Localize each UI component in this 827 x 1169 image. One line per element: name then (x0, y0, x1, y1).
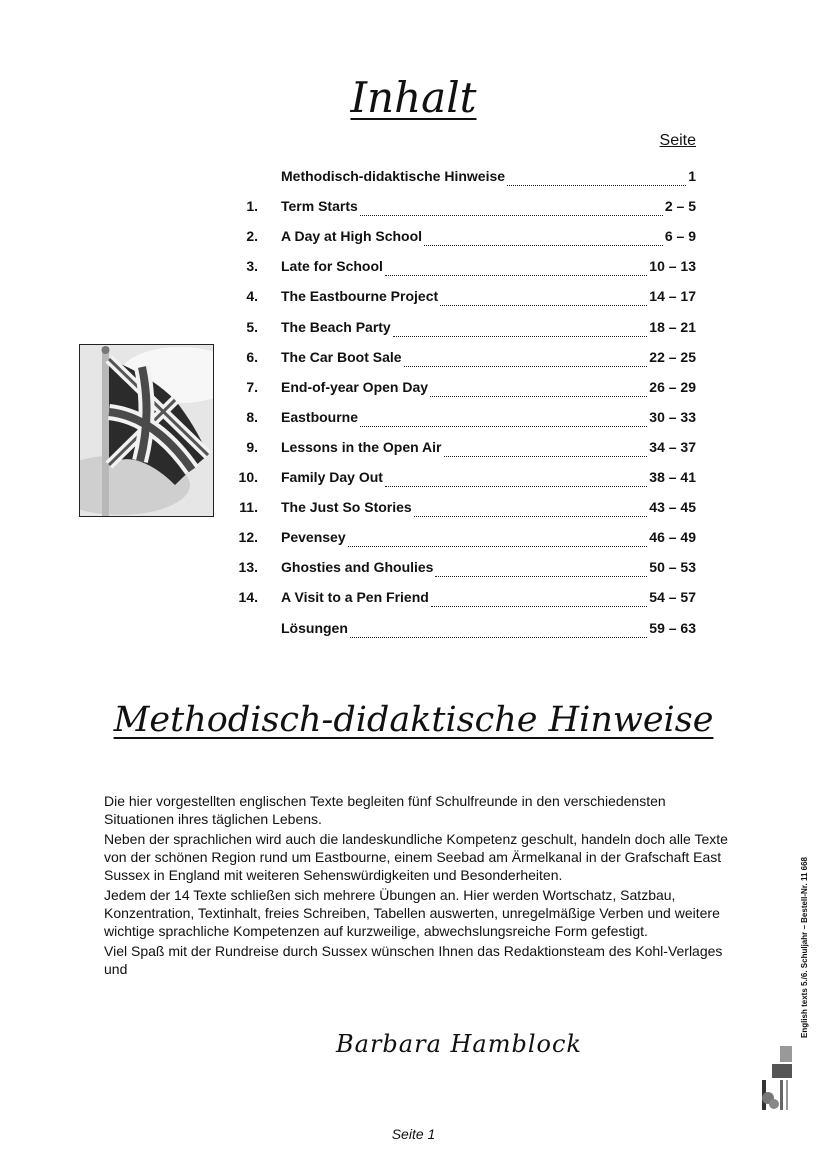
side-order-info: English texts 5./6. Schuljahr – Bestell-Nr. 11 668 (800, 857, 809, 1038)
toc-entry (230, 589, 696, 611)
toc-entry (230, 349, 696, 371)
toc-title: A Visit to a Pen Friend (281, 589, 429, 606)
toc-leader-dots (404, 366, 648, 367)
toc-number: 14. (238, 589, 258, 606)
toc-leader-dots (440, 305, 647, 306)
publisher-logo-icon (760, 1046, 794, 1112)
toc-leader-dots (431, 606, 647, 607)
toc-pages: 50 – 53 (649, 559, 696, 576)
toc-number: 9. (246, 438, 258, 455)
toc-title: Lessons in the Open Air (281, 438, 442, 455)
toc-leader-dots (360, 215, 663, 216)
toc-pages: 22 – 25 (649, 348, 696, 365)
toc-pages: 18 – 21 (649, 318, 696, 335)
toc-number: 12. (238, 529, 258, 546)
toc-entry (230, 228, 696, 250)
toc-leader-dots (385, 486, 647, 487)
toc-number: 13. (238, 559, 258, 576)
toc-number: 7. (246, 378, 258, 395)
toc-leader-dots (430, 396, 647, 397)
seite-column-label: Seite (659, 132, 696, 149)
toc-entry (230, 409, 696, 431)
toc-entry (230, 288, 696, 310)
page-title: Inhalt (350, 73, 477, 122)
toc-title: The Beach Party (281, 318, 391, 335)
toc-title: Family Day Out (281, 469, 383, 485)
union-jack-photo (79, 344, 214, 517)
toc-title: Late for School (281, 258, 383, 275)
toc-pages: 26 – 29 (649, 378, 696, 395)
toc-number: 1. (246, 198, 258, 215)
signature: Barbara Hamblock (336, 1030, 582, 1058)
toc-leader-dots (393, 336, 648, 337)
toc-entry (230, 198, 696, 220)
toc-number: 3. (246, 258, 258, 275)
toc-pages: 14 – 17 (649, 288, 696, 305)
toc-title: Eastbourne (281, 408, 359, 425)
toc-number: 8. (246, 408, 258, 425)
toc-pages: 1 (688, 168, 696, 184)
toc-entry (230, 620, 696, 642)
toc-leader-dots (350, 637, 647, 638)
paragraph: Die hier vorgestellten englischen Texte begleiten fünf Schulfreunde in den verschiedensten Situationen ihres täglichen Lebens. (104, 793, 666, 827)
toc-number: 4. (246, 288, 258, 305)
page-number: Seite 1 (391, 1126, 436, 1142)
toc-title: End-of-year Open Day (281, 378, 429, 395)
toc-pages: 30 – 33 (649, 408, 696, 425)
toc-entry (230, 319, 696, 341)
toc-title: The Eastbourne Project (281, 288, 439, 305)
toc-entry (230, 258, 696, 280)
toc-title: Term Starts (281, 198, 358, 215)
toc-entry (230, 168, 696, 190)
toc-pages: 59 – 63 (649, 619, 696, 636)
toc-title: A Day at High School (281, 228, 423, 245)
toc-pages: 54 – 57 (649, 589, 696, 606)
toc-entry (230, 469, 696, 491)
toc-leader-dots (507, 185, 686, 186)
toc-leader-dots (435, 576, 647, 577)
toc-leader-dots (424, 245, 663, 246)
toc-title: Methodisch-didaktische Hinweise (281, 168, 506, 184)
toc-leader-dots (360, 426, 647, 427)
toc-title: Pevensey (281, 529, 346, 546)
toc-pages: 10 – 13 (649, 258, 696, 275)
toc-entry (230, 559, 696, 581)
toc-entry (230, 379, 696, 401)
toc-entry (230, 529, 696, 551)
paragraph: Viel Spaß mit der Rundreise durch Sussex wünschen Ihnen das Redaktionsteam des Kohl-Verlages und (104, 943, 723, 977)
toc-leader-dots (444, 456, 648, 457)
toc-number: 10. (238, 469, 258, 485)
toc-pages: 2 – 5 (664, 198, 696, 215)
toc-pages: 46 – 49 (649, 529, 696, 546)
toc-title: The Just So Stories (281, 499, 412, 516)
section-heading: Methodisch-didaktische Hinweise (113, 700, 714, 740)
toc-pages: 6 – 9 (664, 228, 696, 245)
toc-number: 11. (239, 499, 258, 516)
toc-number: 6. (246, 348, 258, 365)
toc-pages: 43 – 45 (649, 499, 696, 516)
toc-leader-dots (348, 546, 648, 547)
paragraph: Neben der sprachlichen wird auch die landeskundliche Kompetenz geschult, handeln doch alle Texte von der schönen Region rund um Eastbourne, einem Seebad am Ärmelkanal in der Grafschaft East Sussex in England mit weiteren Sehenswürdigkeiten und Besonderheiten. (104, 831, 728, 883)
toc-pages: 38 – 41 (649, 469, 696, 485)
toc-pages: 34 – 37 (649, 438, 696, 455)
toc-title: Ghosties and Ghoulies (281, 559, 434, 576)
body-text (104, 792, 732, 980)
toc-number: 2. (246, 228, 258, 245)
toc-leader-dots (385, 275, 647, 276)
toc-number: 5. (246, 318, 258, 335)
toc-title: The Car Boot Sale (281, 348, 402, 365)
paragraph: Jedem der 14 Texte schließen sich mehrere Übungen an. Hier werden Wortschatz, Satzbau, Konzentration, Textinhalt, freies Schreiben, Tabellen auswerten, unregelmäßige Verben und weitere wichtige sprachliche Kompetenzen auf kurzweilige, abwechslungsreiche Form gefestigt. (104, 887, 720, 939)
toc-title: Lösungen (281, 619, 348, 636)
toc-leader-dots (414, 516, 648, 517)
toc-entry (230, 439, 696, 461)
toc-entry (230, 499, 696, 521)
